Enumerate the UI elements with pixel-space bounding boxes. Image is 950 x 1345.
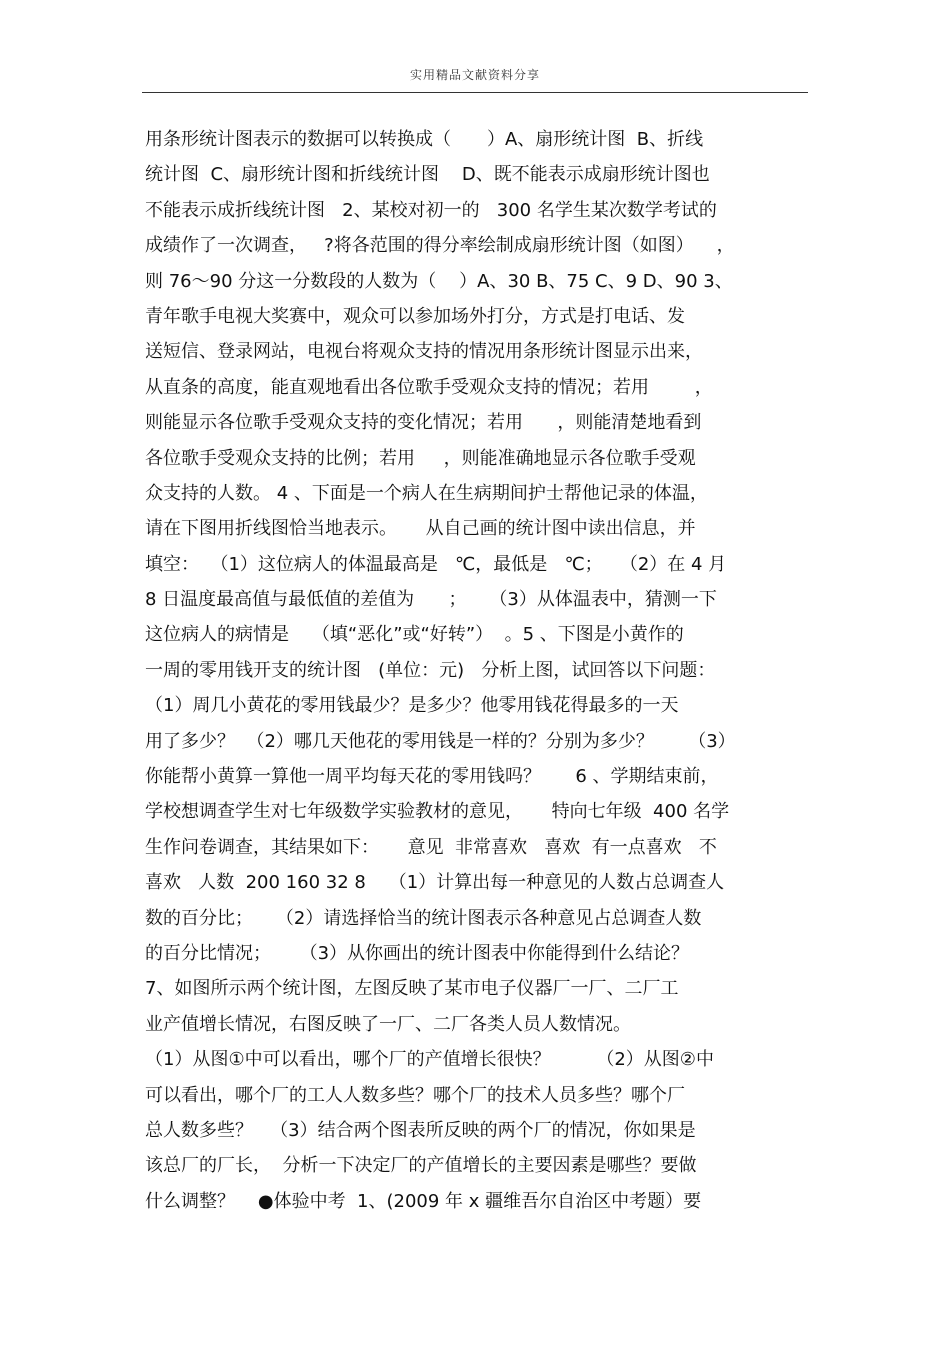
text-line: 可以看出，哪个厂的工人人数多些？哪个厂的技术人员多些？哪个厂 (145, 1084, 685, 1106)
text-line: 众支持的人数。 4 、下面是一个病人在生病期间护士帮他记录的体温， (145, 482, 708, 504)
text-line: 用了多少？ （2）哪几天他花的零用钱是一样的？分别为多少？ （3） (145, 730, 736, 752)
header-divider (142, 92, 808, 93)
text-line: 则 76～90 分这一分数段的人数为（ ）A、30 B、75 C、9 D、90 3、 (145, 270, 733, 292)
text-line: 统计图 C、扇形统计图和折线统计图 D、既不能表示成扇形统计图也 (145, 164, 710, 186)
text-line: 从直条的高度，能直观地看出各位歌手受观众支持的情况；若用 ， (145, 376, 713, 398)
text-line: 学校想调查学生对七年级数学实验教材的意见， 特向七年级 400 名学 (145, 801, 730, 823)
page-header: 实用精品文献资料分享 (409, 68, 540, 82)
text-line: 这位病人的病情是 （填“恶化”或“好转”） 。5 、下图是小黄作的 (145, 624, 684, 646)
text-line: 数的百分比； （2）请选择恰当的统计图表示各种意见占总调查人数 (145, 907, 702, 929)
text-line: 业产值增长情况，右图反映了一厂、二厂各类人员人数情况。 (145, 1013, 631, 1035)
text-line: 一周的零用钱开支的统计图 (单位：元) 分析上图，试回答以下问题： (145, 659, 716, 681)
text-line: 各位歌手受观众支持的比例；若用 ，则能准确地显示各位歌手受观 (145, 447, 696, 469)
text-line: 青年歌手电视大奖赛中，观众可以参加场外打分，方式是打电话、发 (145, 305, 685, 327)
text-line: （1）从图①中可以看出，哪个厂的产值增长很快？ （2）从图②中 (145, 1049, 714, 1071)
text-line: 填空： （1）这位病人的体温最高是 ℃，最低是 ℃； （2）在 4 月 (145, 553, 727, 575)
text-line: 不能表示成折线统计图 2、某校对初一的 300 名学生某次数学考试的 (145, 199, 717, 221)
text-line: 你能帮小黄算一算他一周平均每天花的零用钱吗？ 6 、学期结束前， (145, 766, 719, 788)
text-line: 总人数多些？ （3）结合两个图表所反映的两个厂的情况，你如果是 (145, 1119, 696, 1141)
text-line: 8 日温度最高值与最低值的差值为 ； （3）从体温表中，猜测一下 (145, 589, 717, 611)
text-line: 什么调整？ ●体验中考 1、(2009 年 x 疆维吾尔自治区中考题）要 (145, 1190, 702, 1212)
text-line: 成绩作了一次调查， ?将各范围的得分率绘制成扇形统计图（如图） ， (145, 235, 735, 257)
text-line: 喜欢 人数 200 160 32 8 （1）计算出每一种意见的人数占总调查人 (145, 872, 725, 894)
text-line: 的百分比情况； （3）从你画出的统计图表中你能得到什么结论？ (145, 942, 690, 964)
text-line: 送短信、登录网站，电视台将观众支持的情况用条形统计图显示出来， (145, 341, 703, 363)
text-line: 生作问卷调查，其结果如下： 意见 非常喜欢 喜欢 有一点喜欢 不 (145, 836, 717, 858)
document-body (145, 122, 815, 1219)
text-line: 则能显示各位歌手受观众支持的变化情况；若用 ，则能清楚地看到 (145, 412, 702, 434)
text-line: （1）周几小黄花的零用钱最少？是多少？他零用钱花得最多的一天 (145, 695, 679, 717)
text-line: 用条形统计图表示的数据可以转换成（ ）A、扇形统计图 B、折线 (145, 129, 704, 150)
text-line: 7、如图所示两个统计图，左图反映了某市电子仪器厂一厂、二厂工 (145, 978, 679, 1000)
text-line: 该总厂的厂长， 分析一下决定厂的产值增长的主要因素是哪些？要做 (145, 1155, 697, 1177)
text-line: 请在下图用折线图恰当地表示。 从自己画的统计图中读出信息，并 (145, 518, 696, 540)
